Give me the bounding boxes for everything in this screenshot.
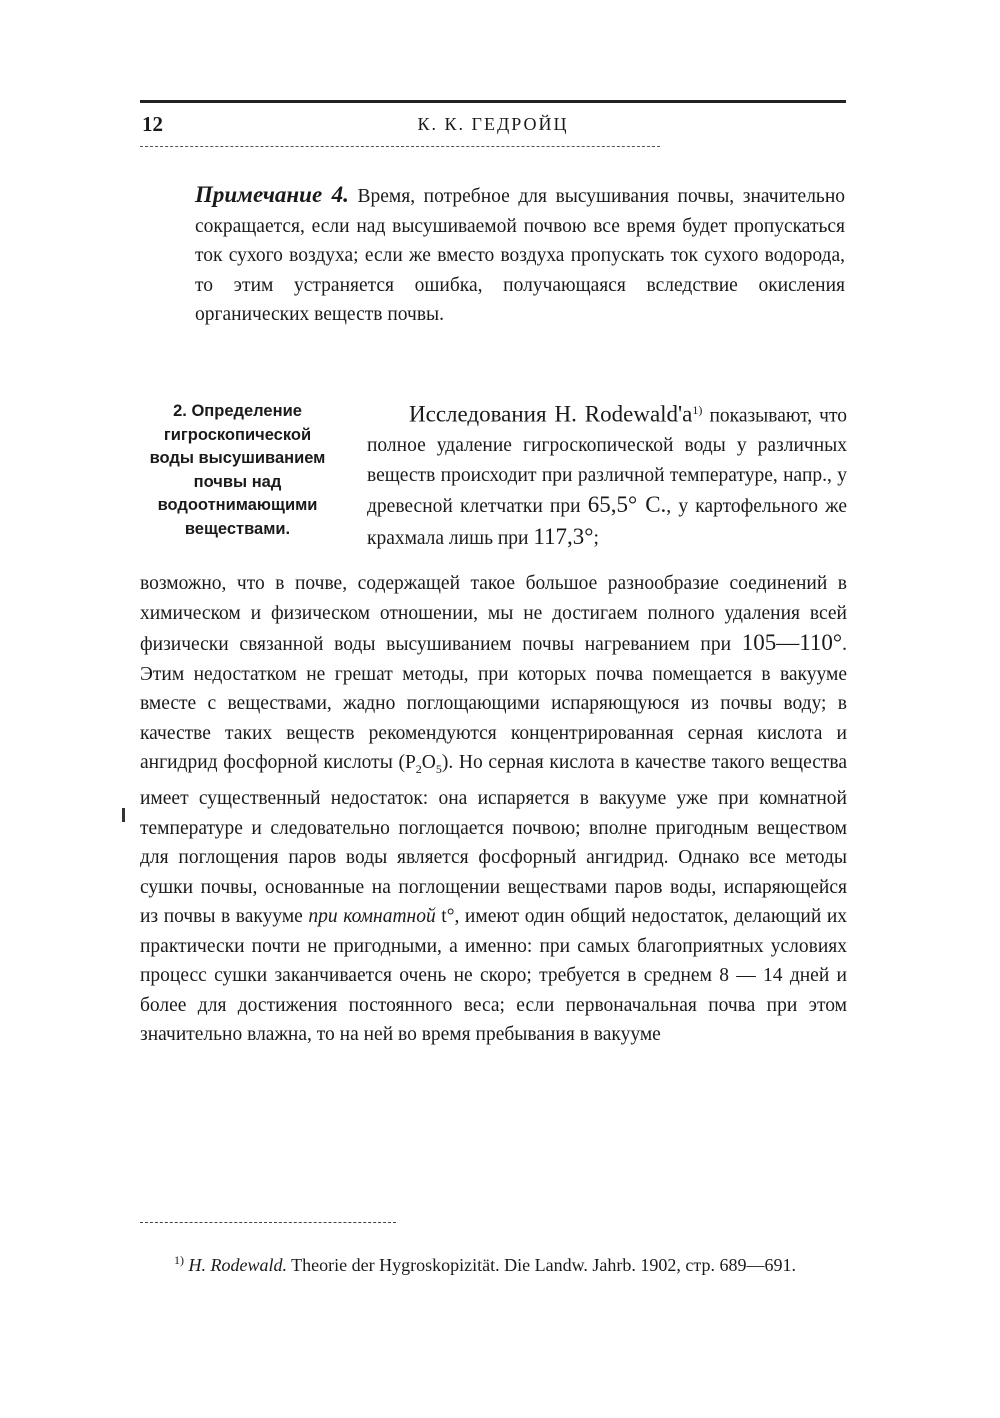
header-rule (140, 100, 846, 103)
lead-text-2: , у картофельного же крахмала лишь при (367, 496, 847, 549)
footnote-rule (140, 1222, 396, 1223)
note-text: Время, потребное для высушивания почвы, значительно сокращается, если над высушиваемой почвою все время будет пропускаться ток сухого воздуха; если же вместо воздуха пропускать ток сухого водорода, то этим устраняется ошибка, получающаяся вследствие окисления органических веществ почвы. (195, 186, 846, 325)
margin-mark (122, 808, 125, 822)
lead-text-1: показывают, что полное удаление гигроскопической воды у различных веществ происходит при различной температуре, напр., у древесной клетчатки при (367, 405, 847, 517)
note-paragraph (195, 180, 845, 330)
footnote-reference: 1) (692, 403, 703, 417)
section-heading: 2. Определение гигроскопической воды высушиванием почвы над водоотнимающими веществами. (149, 402, 326, 538)
body-text-3: ). Но серная кислота в качестве такого вещества имеет существенный недостаток: она испаряется в вакууме уже при комнатной температуре и следовательно поглощается почвою; вполне пригодным веществом для поглощения паров воды является фосфорный ангидрид. Однако все методы сушки почвы, основанные на поглощении веществами паров воды, испаряющейся из почвы в вакууме (140, 752, 847, 928)
body-paragraph (140, 569, 847, 1050)
formula-subscript-1: 2 (415, 761, 422, 776)
page-header (140, 112, 846, 142)
temperature-3: 105—110° (741, 630, 843, 655)
footnote (140, 1248, 847, 1277)
italic-phrase: при комнатной (308, 906, 436, 928)
formula-letter-o: O (421, 752, 436, 773)
running-head: К. К. ГЕДРОЙЦ (417, 114, 569, 134)
formula-subscript-2: 5 (435, 761, 442, 776)
temperature-1: 65,5° С. (587, 492, 667, 517)
section-lead-paragraph (367, 396, 847, 553)
footnote-text: Theorie der Hygroskopizität. Die Landw. Jahrb. 1902, стр. 689—691. (287, 1255, 796, 1275)
body-text-1: возможно, что в почве, содержащей такое большое разнообразие соединений в химическом и физическом отношении, мы не достигаем полного удаления всей физически связанной воды высушиванием почвы нагреванием при (140, 573, 847, 655)
page-number: 12 (142, 112, 163, 136)
temperature-2: 117,3° (533, 523, 594, 549)
footnote-author: H. Rodewald. (188, 1255, 287, 1275)
note-label: Примечание 4. (195, 182, 349, 207)
lead-opening: Исследования H. Rodewald'a (409, 401, 693, 427)
header-dashed-rule (140, 146, 660, 147)
body-text-2: . Этим недостатком не грешат методы, при которых почва помещается в вакууме вместе с веществами, жадно поглощающими испаряющуюся из почвы воду; в качестве таких веществ рекомендуются концентрированная серная кислота и ангидрид фосфорной кислоты (P (140, 634, 847, 773)
lead-text-3: ; (593, 527, 599, 549)
body-text-4: t°, имеют один общий недостаток, делающий их практически почти не пригодными, а именно: при самых благоприятных условиях процесс сушки заканчивается очень не скоро; требуется в среднем 8 — 14 дней и более для достижения постоянного веса; если первоначальная почва при этом значительно влажна, то на ней во время пребывания в вакууме (140, 906, 848, 1046)
footnote-marker: 1) (174, 1253, 184, 1267)
